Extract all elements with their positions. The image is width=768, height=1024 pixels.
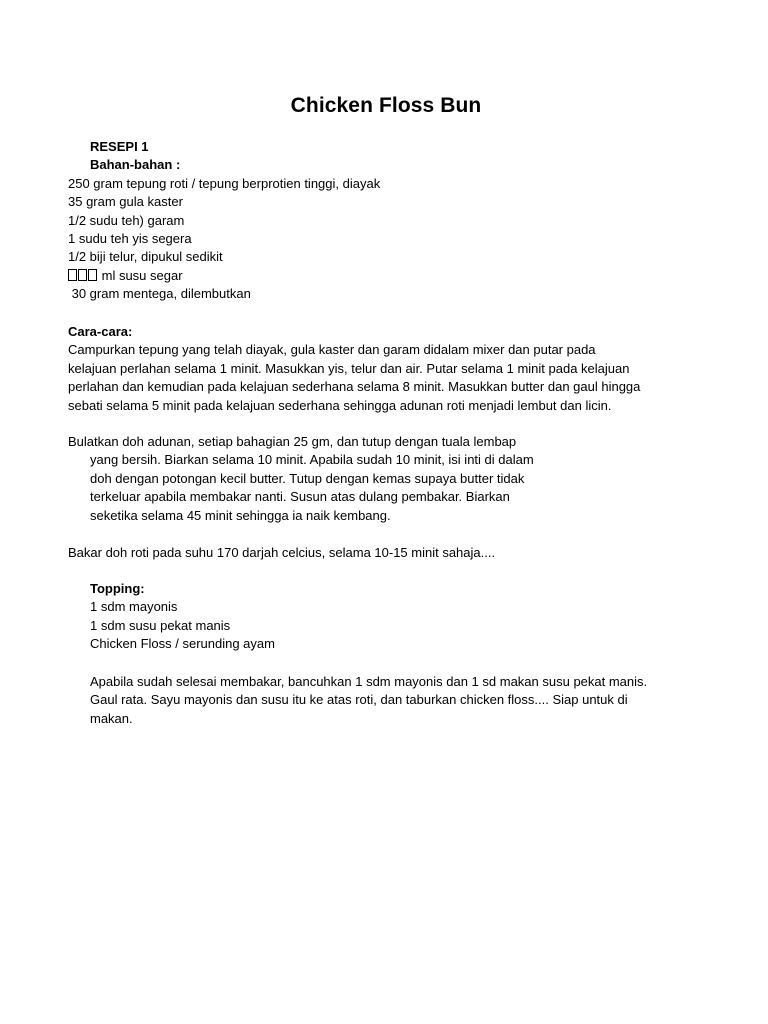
topping-item: 1 sdm mayonis — [90, 599, 178, 615]
method-paragraph-line: terkeluar apabila membakar nanti. Susun atas dulang pembakar. Biarkan — [90, 489, 510, 505]
method-paragraph-line: Campurkan tepung yang telah diayak, gula kaster dan garam didalam mixer dan putar pada — [68, 342, 596, 358]
method-paragraph-line: perlahan dan kemudian pada kelajuan sederhana selama 8 minit. Masukkan butter dan gaul hingga — [68, 379, 641, 395]
ingredient-item: 30 gram mentega, dilembutkan — [68, 286, 251, 302]
method-paragraph-line: yang bersih. Biarkan selama 10 minit. Apabila sudah 10 minit, isi inti di dalam — [90, 452, 534, 468]
recipe-heading: RESEPI 1 — [90, 139, 149, 154]
method-heading: Cara-cara: — [68, 324, 133, 339]
ingredient-item: 250 gram tepung roti / tepung berprotien tinggi, diayak — [68, 175, 381, 191]
ingredients-section — [68, 138, 708, 304]
method-step-2 — [68, 433, 708, 525]
ingredient-item: 1 sudu teh yis segera — [68, 230, 192, 246]
method-paragraph-line: Bulatkan doh adunan, setiap bahagian 25 gm, dan tutup dengan tuala lembap — [68, 434, 517, 449]
method-section — [68, 323, 708, 415]
topping-instruction-line: Gaul rata. Sayu mayonis dan susu itu ke atas roti, dan taburkan chicken floss.... Siap untuk di — [90, 692, 628, 708]
missing-glyph-icon — [88, 269, 97, 281]
topping-item: Chicken Floss / serunding ayam — [90, 636, 275, 652]
topping-item: 1 sdm susu pekat manis — [90, 617, 231, 633]
topping-instruction-line: makan. — [90, 710, 133, 726]
topping-instruction-line: Apabila sudah selesai membakar, bancuhkan 1 sdm mayonis dan 1 sd makan susu pekat manis. — [90, 674, 648, 689]
ingredient-item-milk — [68, 267, 708, 285]
method-paragraph-line: kelajuan perlahan selama 1 minit. Masukkan yis, telur dan air. Putar selama 1 minit pada kelajuan — [68, 360, 630, 376]
topping-heading: Topping: — [90, 581, 145, 596]
ingredient-item: 1/2 sudu teh) garam — [68, 212, 185, 228]
missing-glyph-icon — [68, 269, 77, 281]
method-step-3 — [68, 544, 708, 562]
method-paragraph-line: sebati selama 5 minit pada kelajuan sederhana sehingga adunan roti menjadi lembut dan licin. — [68, 397, 612, 413]
method-paragraph-line: doh dengan potongan kecil butter. Tutup dengan kemas supaya butter tidak — [90, 470, 525, 486]
ingredient-milk-text: ml susu segar — [101, 267, 183, 283]
method-paragraph-line: Bakar doh roti pada suhu 170 darjah celcius, selama 10-15 minit sahaja.... — [68, 545, 496, 560]
ingredient-item: 35 gram gula kaster — [68, 194, 183, 210]
topping-section — [68, 580, 708, 654]
ingredient-item: 1/2 biji telur, dipukul sedikit — [68, 249, 223, 265]
topping-instructions — [68, 673, 708, 728]
missing-glyph-icon — [78, 269, 87, 281]
method-paragraph-line: seketika selama 45 minit sehingga ia naik kembang. — [90, 507, 391, 523]
document-title: Chicken Floss Bun — [290, 94, 482, 117]
ingredients-heading: Bahan-bahan : — [90, 157, 181, 173]
